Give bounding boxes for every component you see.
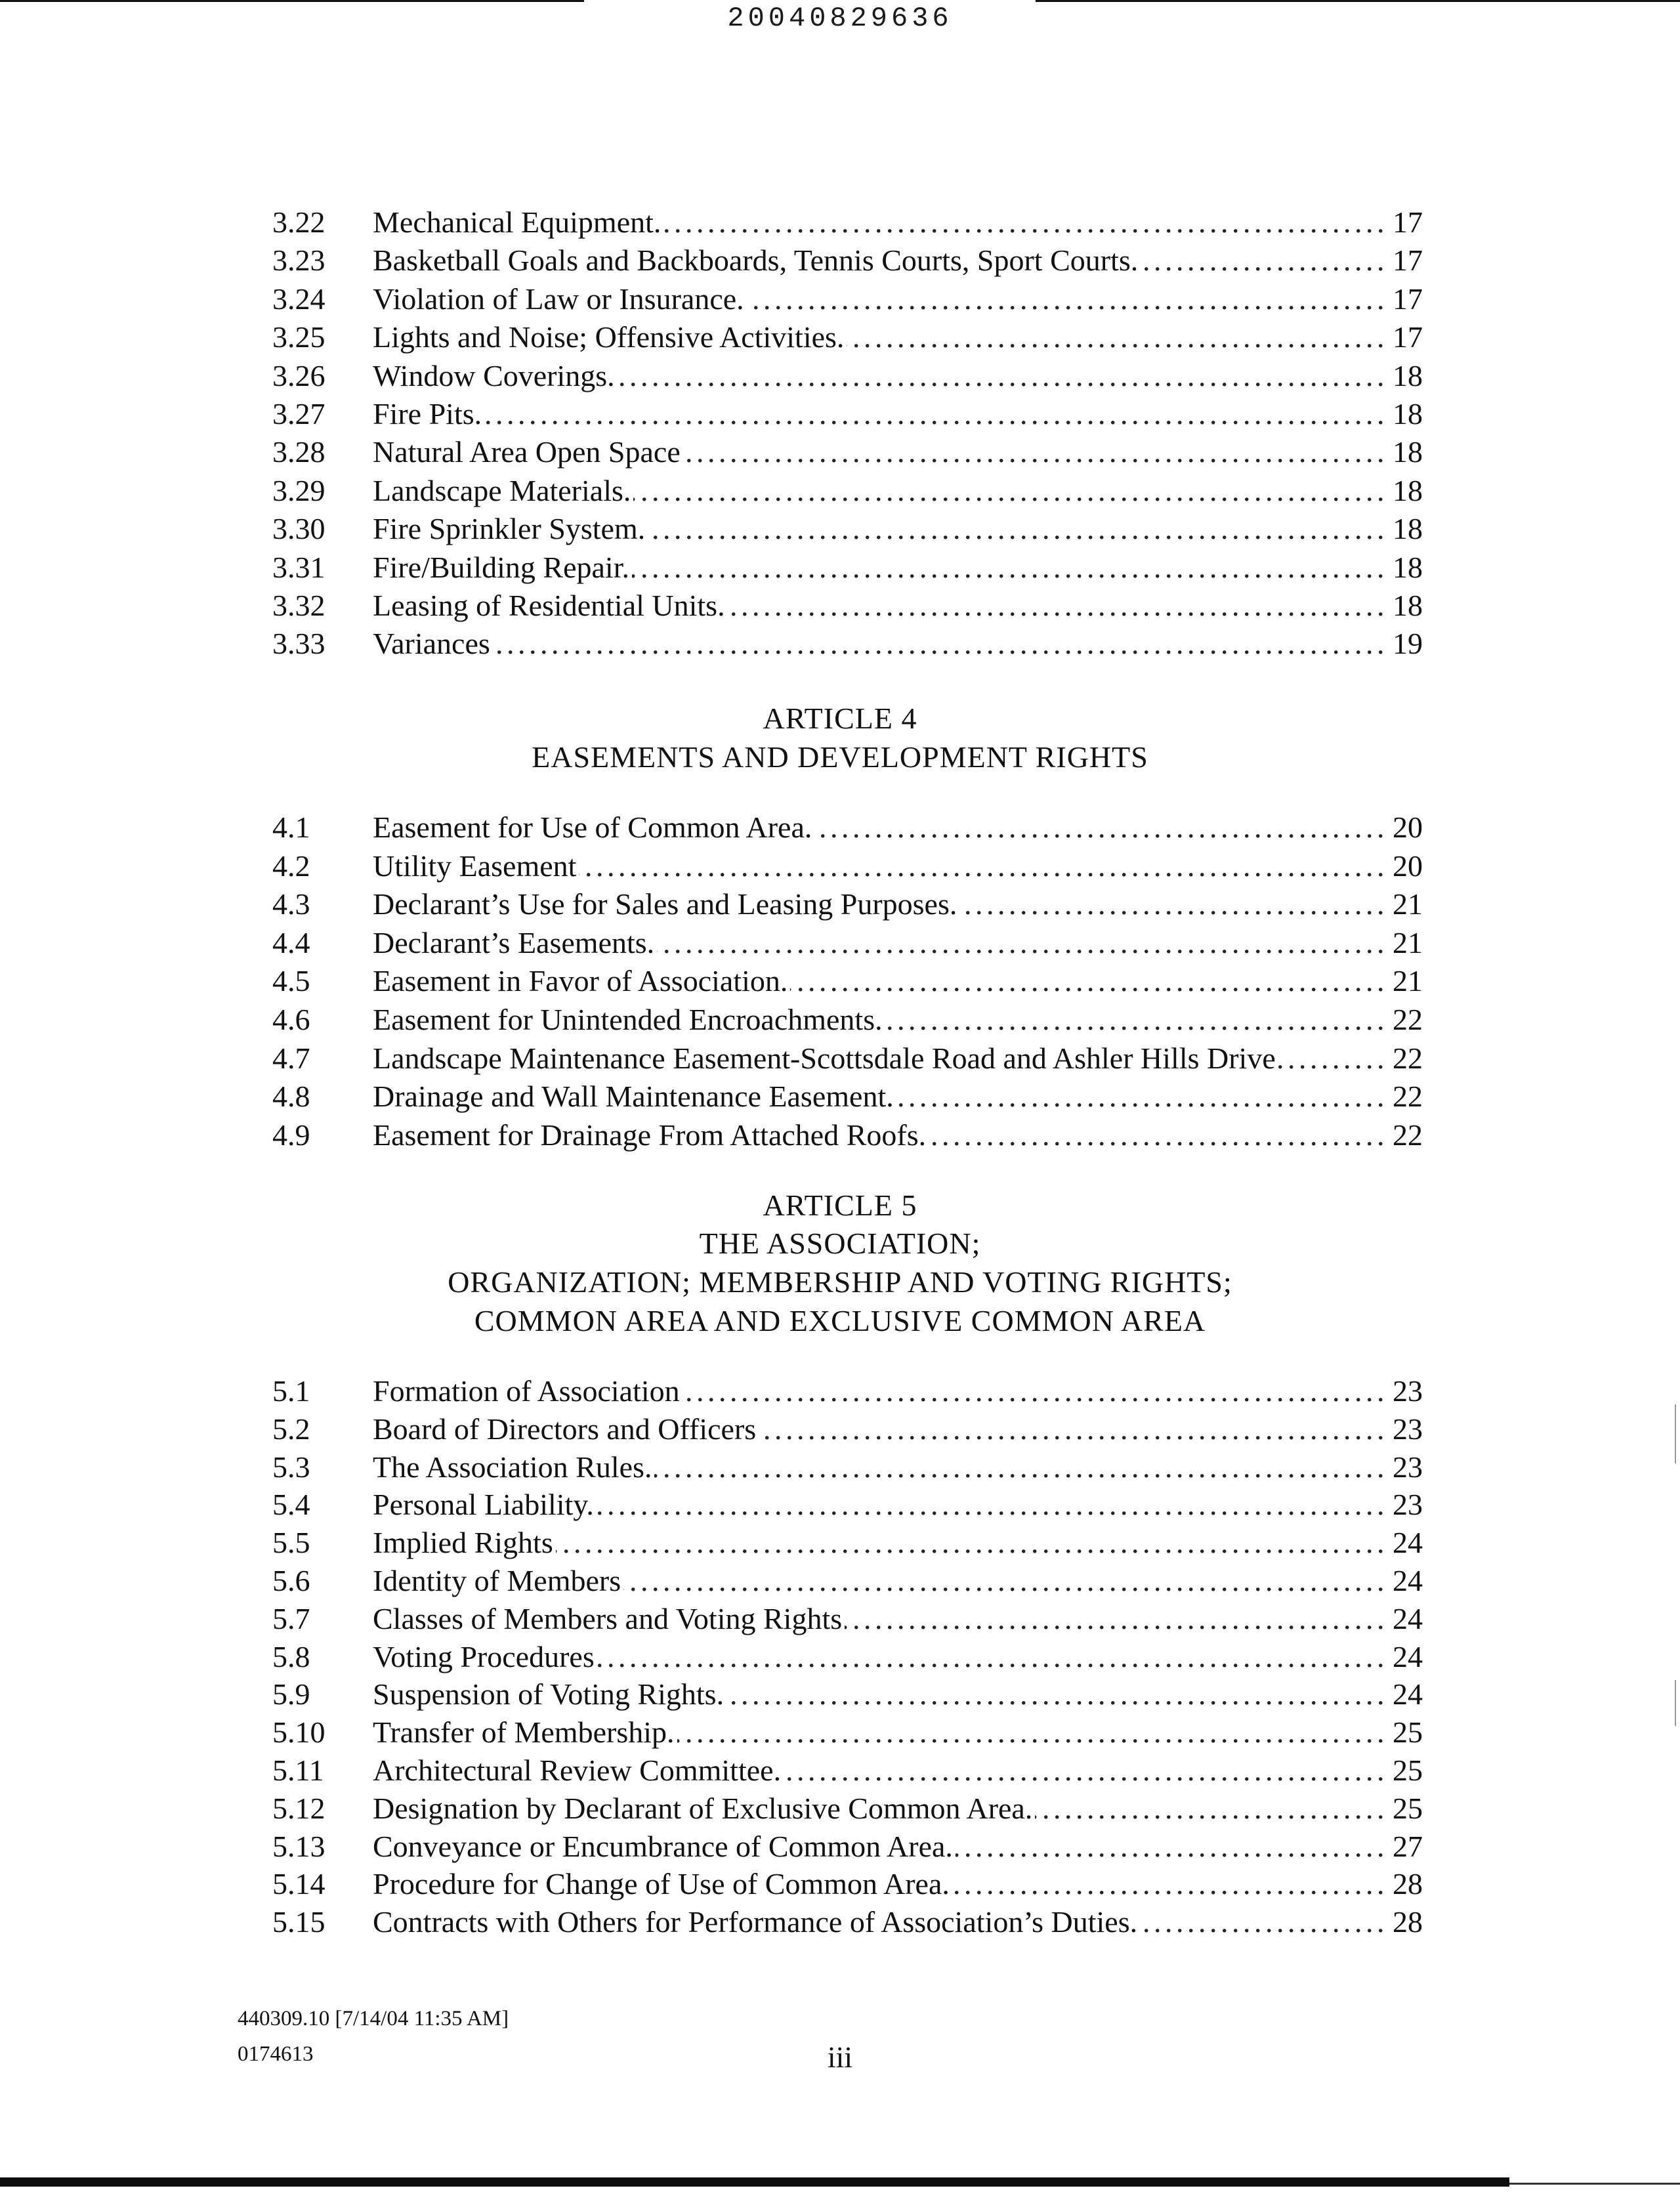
- toc-entry: [0, 357, 1680, 395]
- toc-entry-title: Classes of Members and Voting Rights: [373, 1602, 845, 1635]
- toc-entry-page: 18: [1383, 549, 1423, 587]
- toc-entry: [0, 1372, 1680, 1410]
- toc-entry-title: Basketball Goals and Backboards, Tennis Courts, Sport Courts.: [373, 243, 1141, 277]
- toc-entry-title: Contracts with Others for Performance of Association’s Duties.: [373, 1905, 1140, 1939]
- article-5-title-line-3: COMMON AREA AND EXCLUSIVE COMMON AREA: [474, 1304, 1206, 1337]
- toc-entry-title: Personal Liability.: [373, 1488, 597, 1521]
- toc-entry-page: 25: [1383, 1790, 1423, 1828]
- toc-entry-number: 3.24: [272, 282, 326, 316]
- toc-entry-title: Utility Easement: [373, 849, 579, 883]
- page-numeral: iii: [827, 2040, 853, 2074]
- toc-entry-leader: [373, 962, 1419, 1000]
- toc-entry-number: 3.30: [272, 512, 326, 546]
- toc-entry-number: 3.33: [272, 627, 326, 661]
- toc-entry-title: Landscape Maintenance Easement-Scottsdale Road and Ashler Hills Drive: [373, 1041, 1278, 1075]
- toc-entry: [0, 1524, 1680, 1562]
- toc-entry-leader: [373, 587, 1419, 625]
- toc-entry: [0, 1675, 1680, 1713]
- toc-entry-title: Declarant’s Easements.: [373, 926, 657, 959]
- toc-entry-leader: [373, 549, 1419, 587]
- toc-entry: [0, 1903, 1680, 1941]
- toc-entry-number: 5.5: [272, 1526, 310, 1560]
- toc-entry-leader: [373, 1448, 1419, 1486]
- toc-entry-title: Violation of Law or Insurance.: [373, 282, 747, 316]
- toc-entry: [0, 395, 1680, 433]
- toc-entry-page: 18: [1383, 395, 1423, 433]
- toc-entry: [0, 1040, 1680, 1078]
- document-reference: 440309.10 [7/14/04 11:35 AM]: [238, 2007, 509, 2030]
- toc-entry-title: Easement for Drainage From Attached Roofs.: [373, 1118, 929, 1152]
- toc-entry-page: 18: [1383, 510, 1423, 548]
- toc-entry-page: 27: [1383, 1828, 1423, 1866]
- toc-entry-number: 5.11: [272, 1754, 324, 1787]
- toc-entry: [0, 1865, 1680, 1903]
- toc-entry: [0, 510, 1680, 548]
- toc-entry-page: 22: [1383, 1078, 1423, 1116]
- scan-top-rule-left: [0, 0, 584, 2]
- toc-entry-number: 4.3: [272, 887, 310, 921]
- toc-entry: [0, 1752, 1680, 1790]
- toc-entry: [0, 1078, 1680, 1116]
- article-5-title-line-2: ORGANIZATION; MEMBERSHIP AND VOTING RIGHTS;: [448, 1265, 1232, 1299]
- toc-entry: [0, 318, 1680, 356]
- toc-entry-number: 4.9: [272, 1118, 310, 1152]
- toc-entry-page: 23: [1383, 1486, 1423, 1524]
- toc-entry-title: Variances: [373, 627, 493, 660]
- toc-entry: [0, 242, 1680, 280]
- toc-entry-number: 5.8: [272, 1639, 310, 1673]
- toc-entry-title: Lights and Noise; Offensive Activities.: [373, 320, 847, 354]
- toc-entry-title: Formation of Association: [373, 1374, 682, 1408]
- toc-entry-number: 5.15: [272, 1905, 326, 1939]
- scan-bottom-rule: [1509, 2183, 1680, 2185]
- toc-entry-number: 5.13: [272, 1829, 326, 1863]
- toc-entry-title: Drainage and Wall Maintenance Easement.: [373, 1080, 896, 1113]
- toc-entry-title: Designation by Declarant of Exclusive Common Area.: [373, 1792, 1035, 1825]
- toc-entry-page: 18: [1383, 357, 1423, 395]
- toc-entry-number: 4.2: [272, 849, 310, 883]
- toc-entry-leader: [373, 280, 1419, 318]
- toc-entry: [0, 1410, 1680, 1448]
- toc-entry-page: 17: [1383, 203, 1423, 242]
- toc-entry-leader: [373, 203, 1419, 242]
- toc-entry-title: Architectural Review Committee.: [373, 1754, 784, 1787]
- toc-entry-number: 3.32: [272, 589, 326, 622]
- client-reference: 0174613: [238, 2042, 314, 2066]
- toc-entry: [0, 1828, 1680, 1866]
- toc-entry-leader: [373, 808, 1419, 847]
- toc-entry: [0, 472, 1680, 510]
- toc-entry: [0, 1562, 1680, 1600]
- toc-entry: [0, 847, 1680, 885]
- toc-entry-number: 3.31: [272, 550, 326, 584]
- toc-entry-leader: [373, 847, 1419, 885]
- toc-entry-title: Conveyance or Encumbrance of Common Area.: [373, 1830, 956, 1863]
- toc-entry-number: 3.29: [272, 473, 326, 507]
- toc-entry-title: Implied Rights: [373, 1526, 556, 1559]
- toc-entry-leader: [373, 357, 1419, 395]
- toc-entry-leader: [373, 1790, 1419, 1828]
- toc-entry-title: Identity of Members: [373, 1564, 623, 1597]
- article-5-title-line-1: THE ASSOCIATION;: [699, 1227, 981, 1260]
- scan-top-rule-right: [1036, 0, 1680, 2]
- toc-entry-page: 22: [1383, 1116, 1423, 1154]
- toc-entry-title: Landscape Materials.: [373, 474, 633, 507]
- toc-entry-leader: [373, 1116, 1419, 1154]
- toc-entry: [0, 1600, 1680, 1638]
- toc-entry: [0, 924, 1680, 962]
- toc-entry-number: 4.5: [272, 964, 310, 998]
- toc-entry-leader: [373, 1600, 1419, 1638]
- toc-entry-leader: [373, 1001, 1419, 1039]
- toc-entry-leader: [373, 1524, 1419, 1562]
- toc-entry-title: Leasing of Residential Units.: [373, 589, 728, 622]
- toc-entry-title: Fire/Building Repair.: [373, 551, 632, 584]
- toc-entry-page: 23: [1383, 1372, 1423, 1410]
- toc-entry: [0, 1790, 1680, 1828]
- toc-entry: [0, 587, 1680, 625]
- toc-entry-number: 4.1: [272, 810, 310, 844]
- toc-entry-leader: [373, 433, 1419, 471]
- toc-entry-number: 3.23: [272, 243, 326, 278]
- toc-entry-title: Fire Sprinkler System.: [373, 512, 648, 545]
- toc-entry-leader: [373, 1752, 1419, 1790]
- toc-entry: [0, 1116, 1680, 1154]
- toc-entry-leader: [373, 885, 1419, 923]
- toc-entry-title: Easement in Favor of Association.: [373, 964, 790, 998]
- toc-entry-number: 3.27: [272, 397, 326, 430]
- article-4-label: ARTICLE 4: [763, 702, 917, 735]
- toc-entry-number: 4.6: [272, 1003, 310, 1036]
- toc-entry-number: 3.26: [272, 358, 326, 392]
- toc-entry-page: 24: [1383, 1600, 1423, 1638]
- toc-entry: [0, 1448, 1680, 1486]
- toc-entry: [0, 1638, 1680, 1676]
- toc-entry-page: 17: [1383, 318, 1423, 356]
- toc-entry-number: 3.28: [272, 435, 326, 469]
- toc-entry-number: 5.14: [272, 1867, 326, 1901]
- toc-entry-title: Board of Directors and Officers: [373, 1412, 759, 1446]
- toc-entry-leader: [373, 1713, 1419, 1752]
- toc-entry-page: 28: [1383, 1865, 1423, 1903]
- toc-entry-number: 5.1: [272, 1374, 310, 1408]
- toc-entry-leader: [373, 318, 1419, 356]
- toc-entry-title: The Association Rules.: [373, 1450, 654, 1484]
- toc-entry-number: 5.4: [272, 1488, 310, 1522]
- scan-edge-mark: [1675, 1680, 1676, 1726]
- toc-entry-number: 5.10: [272, 1715, 326, 1750]
- toc-entry-page: 25: [1383, 1713, 1423, 1752]
- toc-entry-title: Fire Pits.: [373, 397, 484, 430]
- toc-entry-page: 17: [1383, 280, 1423, 318]
- toc-entry: [0, 1486, 1680, 1524]
- toc-entry: [0, 1713, 1680, 1752]
- toc-entry-page: 21: [1383, 924, 1423, 962]
- toc-entry: [0, 280, 1680, 318]
- toc-entry: [0, 885, 1680, 923]
- toc-entry: [0, 962, 1680, 1000]
- toc-entry: [0, 625, 1680, 663]
- toc-entry-leader: [373, 1078, 1419, 1116]
- toc-entry-leader: [373, 1372, 1419, 1410]
- toc-entry-leader: [373, 1638, 1419, 1676]
- toc-entry-leader: [373, 395, 1419, 433]
- toc-entry-number: 4.4: [272, 925, 310, 959]
- toc-entry-number: 5.9: [272, 1677, 310, 1712]
- toc-entry-title: Voting Procedures: [373, 1640, 597, 1673]
- toc-entry-leader: [373, 472, 1419, 510]
- toc-entry: [0, 808, 1680, 847]
- toc-entry-number: 5.7: [272, 1601, 310, 1635]
- toc-entry-title: Easement for Use of Common Area.: [373, 810, 814, 844]
- toc-entry-leader: [373, 1675, 1419, 1713]
- toc-entry-title: Transfer of Membership.: [373, 1715, 677, 1749]
- toc-entry-page: 24: [1383, 1638, 1423, 1676]
- toc-entry-leader: [373, 510, 1419, 548]
- toc-entry-page: 21: [1383, 962, 1423, 1000]
- toc-entry-leader: [373, 242, 1419, 280]
- toc-entry-page: 18: [1383, 472, 1423, 510]
- toc-entry-page: 20: [1383, 847, 1423, 885]
- toc-entry-number: 5.6: [272, 1564, 310, 1597]
- toc-entry-title: Window Coverings.: [373, 359, 618, 392]
- toc-entry-page: 24: [1383, 1562, 1423, 1600]
- scan-edge-mark: [1675, 1404, 1676, 1463]
- toc-entry-page: 22: [1383, 1040, 1423, 1078]
- toc-entry-page: 20: [1383, 808, 1423, 847]
- toc-entry-title: Suspension of Voting Rights.: [373, 1677, 726, 1711]
- toc-entry-page: 18: [1383, 433, 1423, 471]
- toc-entry: [0, 549, 1680, 587]
- toc-entry-title: Mechanical Equipment.: [373, 205, 663, 239]
- toc-entry-leader: [373, 924, 1419, 962]
- toc-entry-page: 21: [1383, 885, 1423, 923]
- toc-entry-page: 23: [1383, 1448, 1423, 1486]
- recording-number: 20040829636: [727, 3, 953, 34]
- toc-entry-page: 22: [1383, 1001, 1423, 1039]
- toc-entry-number: 5.12: [272, 1791, 326, 1825]
- toc-entry-title: Easement for Unintended Encroachments.: [373, 1003, 885, 1036]
- scan-bottom-band: [0, 2177, 1509, 2187]
- toc-entry-page: 25: [1383, 1752, 1423, 1790]
- toc-entry-leader: [373, 625, 1419, 663]
- toc-entry-number: 5.2: [272, 1412, 310, 1446]
- toc-entry-page: 24: [1383, 1675, 1423, 1713]
- toc-entry-leader: [373, 1562, 1419, 1600]
- toc-entry-page: 19: [1383, 625, 1423, 663]
- toc-entry-number: 4.8: [272, 1080, 310, 1114]
- toc-entry-number: 4.7: [272, 1041, 310, 1075]
- toc-entry-title: Natural Area Open Space: [373, 435, 683, 469]
- toc-entry-leader: [373, 1486, 1419, 1524]
- toc-entry-title: Declarant’s Use for Sales and Leasing Purposes.: [373, 887, 959, 921]
- toc-entry-page: 18: [1383, 587, 1423, 625]
- toc-entry: [0, 1001, 1680, 1039]
- toc-entry-page: 17: [1383, 242, 1423, 280]
- article-4-title: EASEMENTS AND DEVELOPMENT RIGHTS: [532, 740, 1148, 774]
- toc-entry-leader: [373, 1828, 1419, 1866]
- toc-entry-leader: [373, 1410, 1419, 1448]
- toc-entry-number: 3.25: [272, 320, 326, 354]
- article-5-label: ARTICLE 5: [763, 1188, 917, 1222]
- toc-entry: [0, 203, 1680, 242]
- toc-entry-page: 28: [1383, 1903, 1423, 1941]
- toc-entry-leader: [373, 1040, 1419, 1078]
- toc-entry-number: 5.3: [272, 1450, 310, 1484]
- toc-entry-page: 24: [1383, 1524, 1423, 1562]
- toc-entry-leader: [373, 1865, 1419, 1903]
- toc-entry: [0, 433, 1680, 471]
- toc-entry-page: 23: [1383, 1410, 1423, 1448]
- toc-entry-title: Procedure for Change of Use of Common Area.: [373, 1867, 952, 1900]
- toc-entry-leader: [373, 1903, 1419, 1941]
- toc-entry-number: 3.22: [272, 205, 326, 239]
